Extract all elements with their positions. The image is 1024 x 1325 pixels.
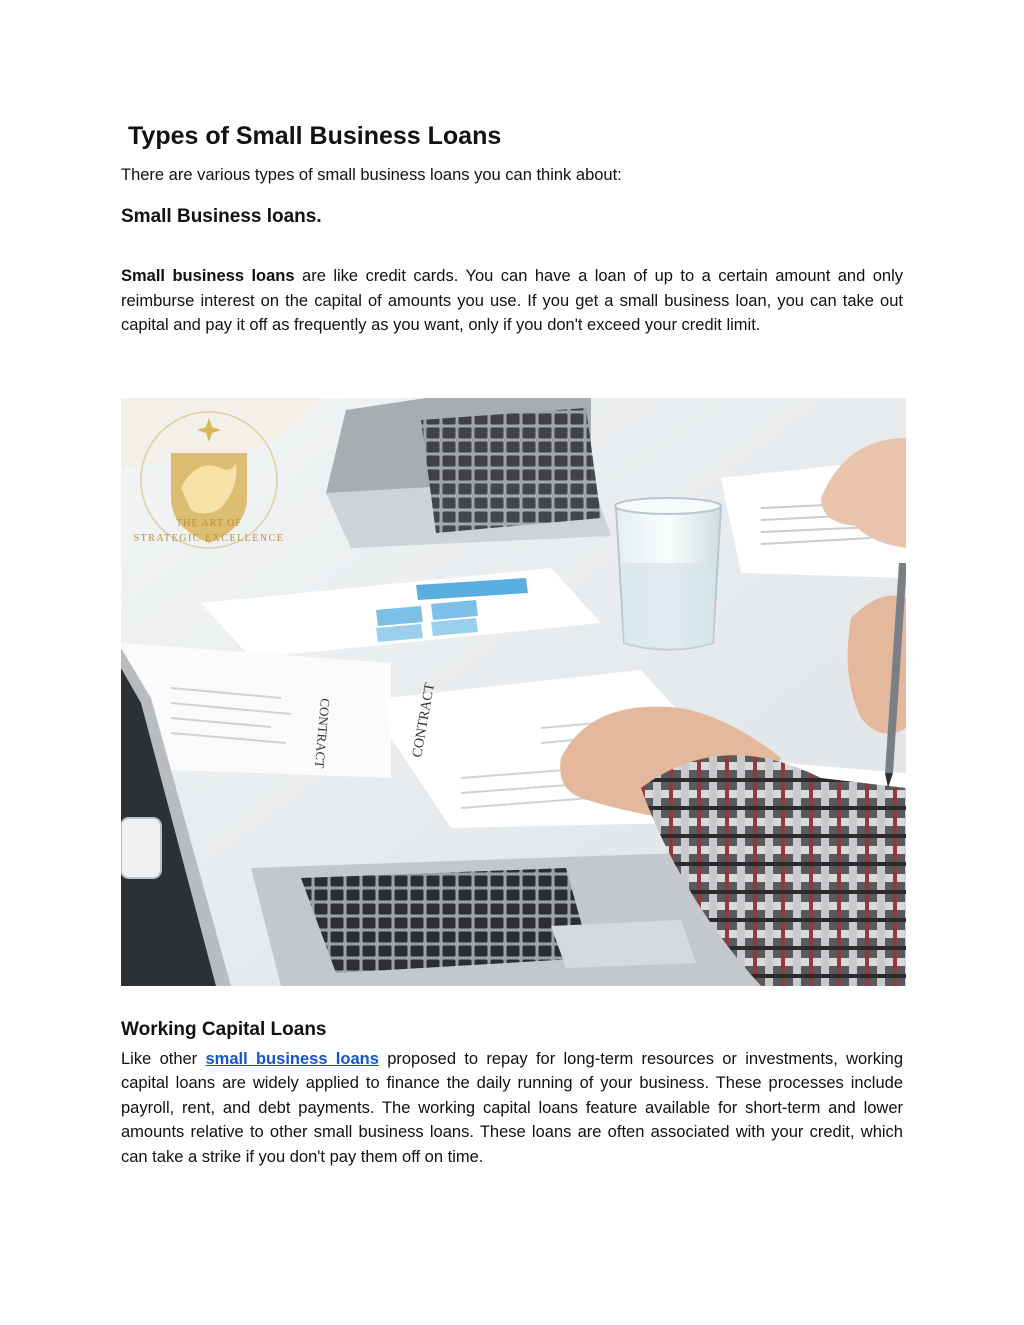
contract-signing-photo: [121, 398, 906, 986]
laptop-top: [326, 398, 611, 548]
section-paragraph-working-capital-loans: [121, 1047, 903, 1170]
logo-tagline-2: STRATEGIC EXCELLENCE: [133, 532, 285, 544]
intro-text: There are various types of small business loans you can think about:: [121, 166, 622, 184]
small-business-loans-link[interactable]: small business loans: [205, 1049, 379, 1068]
document-page: [121, 118, 903, 1169]
contract-word-left: CONTRACT: [311, 697, 333, 769]
contract-word-center: CONTRACT: [410, 681, 439, 759]
water-glass: [615, 498, 721, 650]
section-heading-working-capital-loans: Working Capital Loans: [121, 1018, 327, 1040]
paragraph-text-end: proposed to repay for long-term resources or investments, working capital loans are widely applied to finance the daily running of your business. These processes include payroll, rent, and debt payments. The working capital loans feature available for short-term and lower amounts relative to other small business loans. These loans are often associated with your credit, which can take a strike if you don't pay them off on time.: [121, 1049, 903, 1166]
bold-lead-text: Small business loans: [121, 267, 295, 285]
page-title: Types of Small Business Loans: [128, 122, 502, 150]
photo-illustration: [121, 398, 906, 986]
logo-tagline-1: THE ART OF: [176, 517, 242, 529]
paragraph-body: are like credit cards. You can have a loan of up to a certain amount and only reimburse interest on the capital of amounts you use. If you get a small business loan, you can take out capital and pay it off as frequently as you want, only if you don't exceed your credit limit.: [121, 267, 904, 334]
phone: [121, 818, 161, 878]
paragraph-text-start: Like other: [121, 1049, 206, 1068]
section-paragraph-small-business-loans: [121, 264, 903, 338]
section-heading-small-business-loans: Small Business loans.: [121, 206, 322, 227]
